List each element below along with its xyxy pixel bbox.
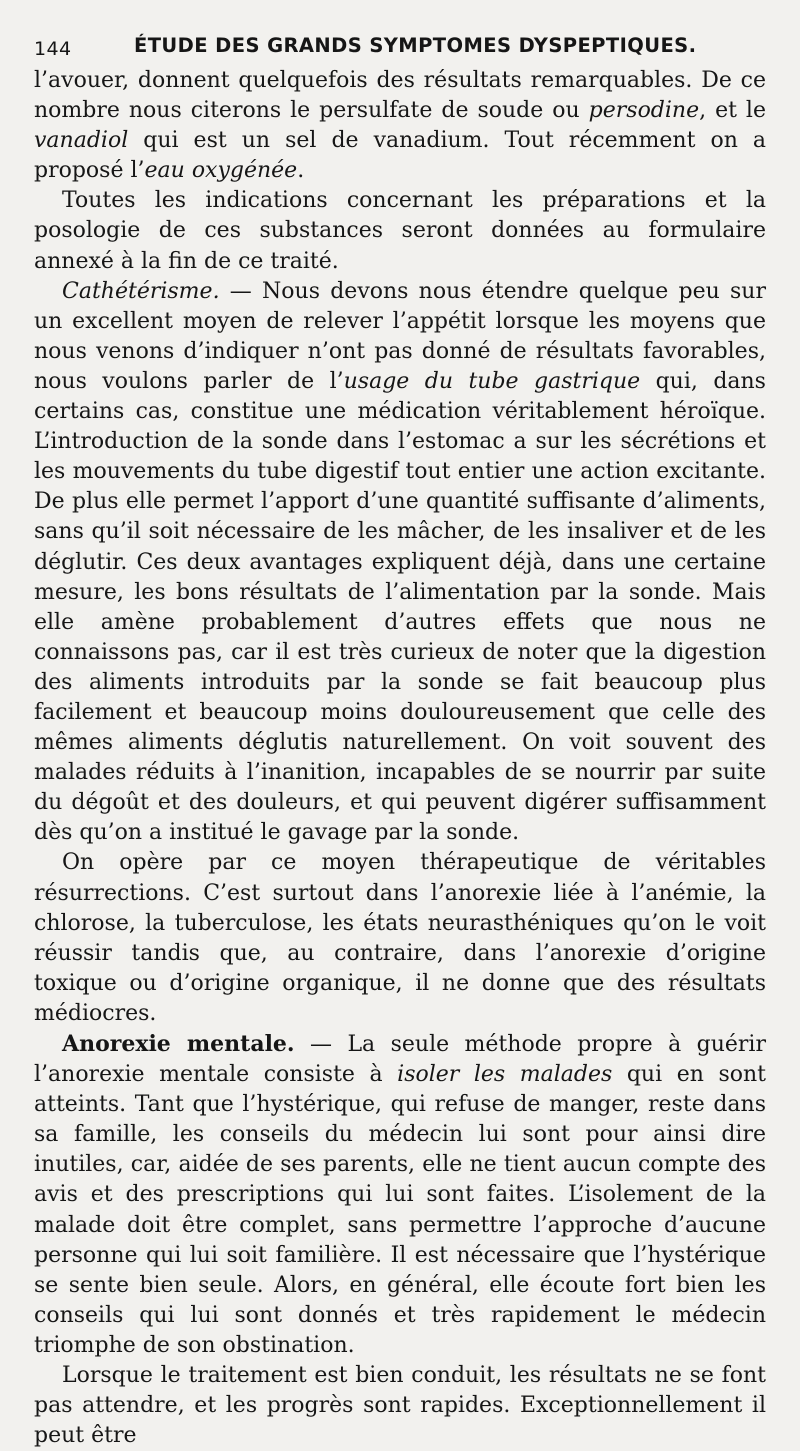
italic-term: isoler les malades bbox=[397, 1062, 613, 1088]
text-run: qui est un sel de vanadium. Tout récemment on a proposé l’ bbox=[34, 128, 766, 184]
paragraph-p4 bbox=[34, 848, 766, 1029]
text-run: qui en sont atteints. Tant que l’hystérique, qui refuse de manger, reste dans sa famille, les conseils du médecin lui sont pour ainsi dire inutiles, car, aidée de ses parents, elle ne tient aucun compte des avis et des prescriptions qui lui sont faites. L’isolement de la malade doit être complet, sans permettre l’approche d’aucune personne qui lui soit familière. Il est nécessaire que l’hystérique se sente bien seule. Alors, en général, elle écoute fort bien les conseils qui lui sont donnés et très rapidement le médecin triomphe de son obstination. bbox=[34, 1062, 766, 1358]
page-number: 144 bbox=[34, 38, 72, 60]
text-run: l’avouer, donnent quelquefois des résultats remarquables. De ce nombre nous citerons le persulfate de soude ou bbox=[34, 68, 766, 124]
italic-term: persodine bbox=[588, 98, 700, 124]
text-run: Toutes les indications concernant les préparations et la posologie de ces substances seront données au formulaire annexé à la fin de ce traité. bbox=[34, 188, 766, 274]
text-run: — La seule méthode propre à guérir l’anorexie mentale consiste à bbox=[34, 1032, 766, 1088]
body-text bbox=[34, 66, 766, 1451]
text-run: — Nous devons nous étendre quelque peu sur un excellent moyen de relever l’appétit lorsque les moyens que nous venons d’indiquer n’ont pas donné de résultats favorables, nous voulons parler de l’ bbox=[34, 278, 766, 394]
running-head: ÉTUDE DES GRANDS SYMPTOMES DYSPEPTIQUES. bbox=[134, 34, 697, 57]
paragraph-p1 bbox=[34, 66, 766, 186]
italic-term: usage du tube gastrique bbox=[343, 368, 641, 394]
page-header bbox=[34, 26, 766, 66]
text-run: . bbox=[297, 158, 305, 184]
bold-heading: Anorexie mentale. bbox=[62, 1031, 295, 1057]
text-run: qui, dans certains cas, constitue une médication véritablement héroïque. L’introduction de la sonde dans l’estomac a sur les sécrétions et les mouvements du tube digestif tout entier une action excitante. De plus elle permet l’apport d’une quantité suffisante d’aliments, sans qu’il soit nécessaire de les mâcher, de les insaliver et de les déglutir. Ces deux avantages expliquent déjà, dans une certaine mesure, les bons résultats de l’alimentation par la sonde. Mais elle amène probablement d’autres effets que nous ne connaissons pas, car il est très curieux de noter que la digestion des aliments introduits par la sonde se fait beaucoup plus facilement et beaucoup moins douloureusement que celle des mêmes aliments déglutis naturellement. On voit souvent des malades réduits à l’inanition, incapables de se nourrir par suite du dégoût et des douleurs, et qui peuvent digérer suffisamment dès qu’on a institué le gavage par la sonde. bbox=[34, 368, 766, 846]
text-run: , et le bbox=[699, 98, 766, 124]
paragraph-p2 bbox=[34, 186, 766, 276]
italic-term: Cathétérisme. bbox=[62, 278, 220, 304]
paragraph-p6 bbox=[34, 1361, 766, 1451]
text-run: On opère par ce moyen thérapeutique de véritables résurrections. C’est surtout dans l’anorexie liée à l’anémie, la chlorose, la tuberculose, les états neurasthéniques qu’on le voit réussir tandis que, au contraire, dans l’anorexie d’origine toxique ou d’origine organique, il ne donne que des résultats médiocres. bbox=[34, 850, 766, 1026]
paragraph-p5 bbox=[34, 1029, 766, 1361]
text-run: Lorsque le traitement est bien conduit, les résultats ne se font pas attendre, et les progrès sont rapides. Exceptionnellement il peut être bbox=[34, 1363, 766, 1449]
paragraph-p3 bbox=[34, 277, 766, 849]
italic-term: vanadiol bbox=[34, 128, 129, 154]
italic-term: eau oxygénée bbox=[144, 158, 298, 184]
